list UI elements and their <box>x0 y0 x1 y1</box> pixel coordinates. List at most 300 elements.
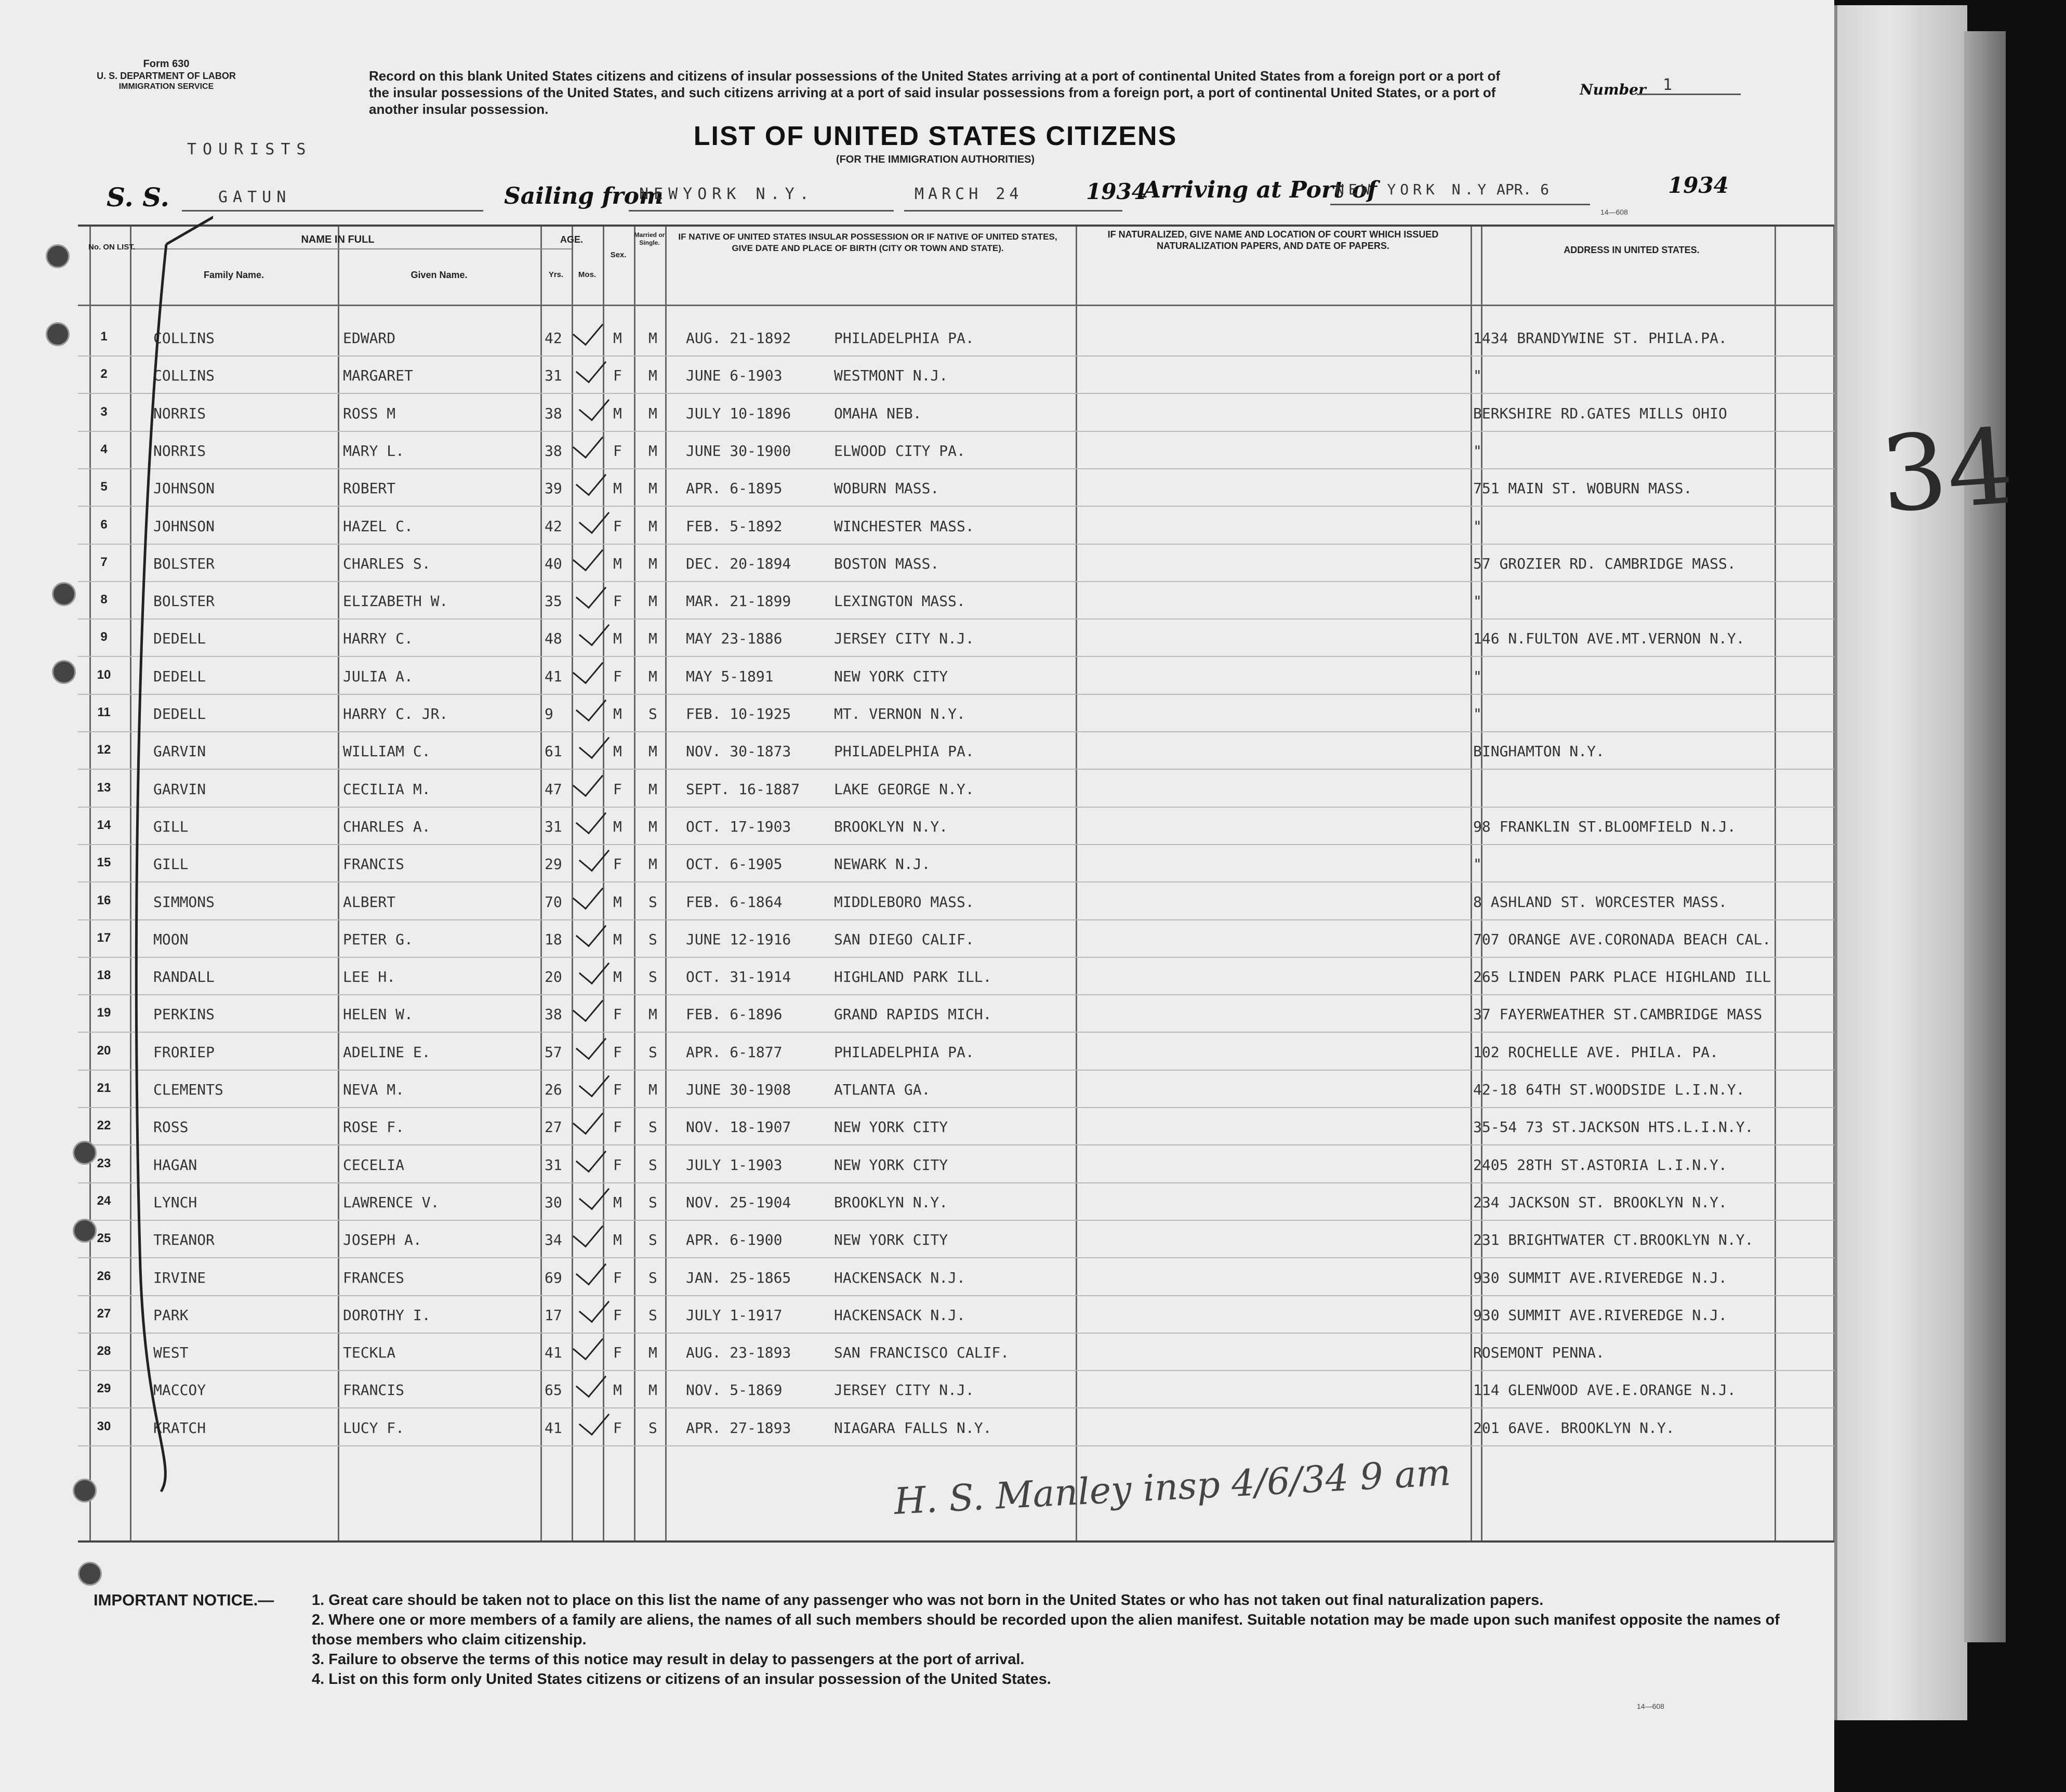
cell-birth-date: JUNE 30-1908 <box>686 1081 791 1098</box>
table-row <box>78 355 1834 394</box>
cell-no: 22 <box>97 1118 111 1133</box>
cell-sex: M <box>613 404 622 422</box>
cell-given: HARRY C. JR. <box>343 705 448 722</box>
cell-no: 2 <box>100 367 108 381</box>
col-family-name: Family Name. <box>203 270 264 280</box>
cell-birth-date: DEC. 20-1894 <box>686 555 791 572</box>
punch-hole <box>46 322 70 346</box>
notice-heading: IMPORTANT NOTICE.— <box>94 1591 274 1609</box>
cell-birth-place: HACKENSACK N.J. <box>834 1306 965 1324</box>
cell-no: 4 <box>100 442 108 456</box>
cell-family: BOLSTER <box>153 555 215 572</box>
cell-given: FRANCIS <box>343 1381 405 1399</box>
check-mark-icon <box>573 426 603 458</box>
cell-sex: F <box>613 1156 622 1174</box>
check-mark-icon <box>573 539 603 571</box>
cell-birth-place: BROOKLYN N.Y. <box>834 818 948 835</box>
cell-family: COLLINS <box>153 367 215 385</box>
cell-birth-date: JUNE 12-1916 <box>686 930 791 948</box>
cell-ms: S <box>648 968 657 986</box>
cell-sex: F <box>613 1118 622 1136</box>
cell-address: 42-18 64TH ST.WOODSIDE L.I.N.Y. <box>1473 1081 1745 1098</box>
cell-no: 8 <box>100 592 108 607</box>
cell-ms: M <box>648 480 657 497</box>
cell-given: MARGARET <box>343 367 413 385</box>
cell-ms: M <box>648 442 657 459</box>
table-row <box>78 318 1834 357</box>
cell-family: WEST <box>153 1344 189 1362</box>
important-notice <box>94 1590 1808 1688</box>
cell-sex: M <box>613 893 622 911</box>
cell-no: 5 <box>100 480 108 494</box>
cell-ms: M <box>648 555 657 572</box>
cell-given: ROBERT <box>343 480 396 497</box>
page-subtitle: (FOR THE IMMIGRATION AUTHORITIES) <box>836 154 1035 165</box>
cell-address: 146 N.FULTON AVE.MT.VERNON N.Y. <box>1473 630 1745 648</box>
cell-ms: S <box>648 1043 657 1061</box>
cell-birth-date: FEB. 5-1892 <box>686 517 783 535</box>
table-row <box>78 468 1834 507</box>
cell-address: 707 ORANGE AVE.CORONADA BEACH CAL. <box>1473 930 1771 948</box>
cell-given: NEVA M. <box>343 1081 405 1098</box>
cell-family: PARK <box>153 1306 189 1324</box>
cell-family: MOON <box>153 930 189 948</box>
cell-age: 70 <box>545 893 562 911</box>
cell-family: PERKINS <box>153 1006 215 1023</box>
cell-ms: S <box>648 930 657 948</box>
print-code: 14—608 <box>1600 208 1628 216</box>
cell-birth-place: NEWARK N.J. <box>834 855 931 873</box>
cell-age: 17 <box>545 1306 562 1324</box>
cell-birth-place: PHILADELPHIA PA. <box>834 1043 974 1061</box>
col-name-in-full: NAME IN FULL <box>301 234 375 245</box>
cell-age: 38 <box>545 1006 562 1023</box>
cell-family: DEDELL <box>153 705 206 722</box>
cell-no: 23 <box>97 1156 111 1170</box>
check-mark-icon <box>579 389 610 421</box>
sailing-underline <box>629 210 894 212</box>
cell-no: 15 <box>97 855 111 870</box>
cell-no: 30 <box>97 1419 111 1433</box>
cell-age: 27 <box>545 1118 562 1136</box>
cell-no: 18 <box>97 968 111 983</box>
cell-sex: F <box>613 517 622 535</box>
table-row <box>78 1070 1834 1108</box>
cell-family: HAGAN <box>153 1156 197 1174</box>
cell-address: 57 GROZIER RD. CAMBRIDGE MASS. <box>1473 555 1736 572</box>
cell-sex: M <box>613 968 622 986</box>
cell-sex: F <box>613 1006 622 1023</box>
cell-ms: M <box>648 855 657 873</box>
cell-sex: M <box>613 1381 622 1399</box>
cell-birth-date: JULY 10-1896 <box>686 404 791 422</box>
cell-birth-date: OCT. 6-1905 <box>686 855 783 873</box>
cell-ms: M <box>648 367 657 385</box>
cell-given: ALBERT <box>343 893 396 911</box>
cell-no: 17 <box>97 930 111 945</box>
cell-age: 48 <box>545 630 562 648</box>
cell-no: 19 <box>97 1006 111 1020</box>
cell-age: 42 <box>545 517 562 535</box>
cell-birth-date: APR. 27-1893 <box>686 1419 791 1437</box>
cell-ms: M <box>648 1344 657 1362</box>
cell-address: " <box>1473 367 1482 385</box>
cell-sex: F <box>613 1306 622 1324</box>
cell-sex: F <box>613 780 622 798</box>
cell-given: TECKLA <box>343 1344 396 1362</box>
table-row <box>78 1258 1834 1296</box>
cell-ms: M <box>648 330 657 347</box>
cell-no: 27 <box>97 1306 111 1321</box>
cell-given: PETER G. <box>343 930 413 948</box>
cell-family: GILL <box>153 855 189 873</box>
cell-no: 25 <box>97 1231 111 1246</box>
table-row <box>78 994 1834 1033</box>
cell-age: 38 <box>545 442 562 459</box>
cell-family: MACCOY <box>153 1381 206 1399</box>
cell-family: IRVINE <box>153 1269 206 1286</box>
cell-ms: M <box>648 630 657 648</box>
cell-given: DOROTHY I. <box>343 1306 431 1324</box>
cell-given: LAWRENCE V. <box>343 1193 440 1211</box>
cell-address: 751 MAIN ST. WOBURN MASS. <box>1473 480 1692 497</box>
cell-birth-date: APR. 6-1895 <box>686 480 783 497</box>
cell-age: 20 <box>545 968 562 986</box>
cell-no: 11 <box>97 705 111 719</box>
table-row <box>78 618 1834 657</box>
cell-age: 38 <box>545 404 562 422</box>
cell-sex: F <box>613 855 622 873</box>
check-mark-icon <box>576 1253 606 1285</box>
check-mark-icon <box>579 1065 610 1098</box>
cell-family: JOHNSON <box>153 480 215 497</box>
cell-ms: S <box>648 1269 657 1286</box>
punch-hole <box>73 1479 97 1503</box>
table-row <box>78 506 1834 545</box>
cell-family: RANDALL <box>153 968 215 986</box>
cell-address: 930 SUMMIT AVE.RIVEREDGE N.J. <box>1473 1269 1727 1286</box>
cell-birth-place: NEW YORK CITY <box>834 1156 948 1174</box>
cell-ms: S <box>648 1306 657 1324</box>
check-mark-icon <box>573 990 603 1022</box>
cell-ms: S <box>648 893 657 911</box>
cell-address: 102 ROCHELLE AVE. PHILA. PA. <box>1473 1043 1719 1061</box>
cell-birth-place: NEW YORK CITY <box>834 667 948 685</box>
cell-given: FRANCES <box>343 1269 405 1286</box>
cell-sex: M <box>613 705 622 722</box>
cell-sex: M <box>613 1231 622 1249</box>
col-naturalized: IF NATURALIZED, GIVE NAME AND LOCATION OF COURT WHICH ISSUED NATURALIZATION PAPERS, AND DATE OF PAPERS. <box>1107 229 1439 251</box>
cell-ms: S <box>648 1231 657 1249</box>
cell-address: BINGHAMTON N.Y. <box>1473 743 1605 760</box>
cell-family: SIMMONS <box>153 893 215 911</box>
sailing-from-label: Sailing from <box>504 183 664 209</box>
cell-age: 29 <box>545 855 562 873</box>
table-row <box>78 882 1834 920</box>
cell-given: FRANCIS <box>343 855 405 873</box>
cell-sex: M <box>613 743 622 760</box>
table-row <box>78 844 1834 882</box>
cell-age: 42 <box>545 330 562 347</box>
cell-birth-date: AUG. 21-1892 <box>686 330 791 347</box>
table-row <box>78 957 1834 995</box>
check-mark-icon <box>579 1403 610 1435</box>
cell-age: 40 <box>545 555 562 572</box>
col-sex: Sex. <box>610 251 627 259</box>
cell-sex: F <box>613 1419 622 1437</box>
col-given-name: Given Name. <box>410 270 468 280</box>
cell-given: WILLIAM C. <box>343 743 431 760</box>
cell-sex: F <box>613 367 622 385</box>
cell-birth-place: PHILADELPHIA PA. <box>834 743 974 760</box>
check-mark-icon <box>579 953 610 985</box>
check-mark-icon <box>576 577 606 609</box>
cell-family: BOLSTER <box>153 592 215 610</box>
cell-no: 24 <box>97 1193 111 1208</box>
cell-birth-date: JULY 1-1917 <box>686 1306 783 1324</box>
cell-address: BERKSHIRE RD.GATES MILLS OHIO <box>1473 404 1727 422</box>
cell-address: 201 6AVE. BROOKLYN N.Y. <box>1473 1419 1675 1437</box>
cell-age: 31 <box>545 367 562 385</box>
check-mark-icon <box>579 614 610 647</box>
cell-address: 35-54 73 ST.JACKSON HTS.L.I.N.Y. <box>1473 1118 1754 1136</box>
table-row <box>78 581 1834 620</box>
cell-family: KRATCH <box>153 1419 206 1437</box>
cell-no: 9 <box>100 630 108 644</box>
ss-label: S. S. <box>107 182 169 213</box>
col-married: Married or Single. <box>634 231 665 246</box>
punch-hole <box>73 1141 97 1165</box>
check-mark-icon <box>579 727 610 759</box>
cell-sex: F <box>613 1269 622 1286</box>
check-mark-icon <box>573 1216 603 1248</box>
cell-family: NORRIS <box>153 404 206 422</box>
cell-birth-place: BOSTON MASS. <box>834 555 939 572</box>
cell-no: 3 <box>100 404 108 419</box>
table-row <box>78 1333 1834 1371</box>
check-mark-icon <box>576 351 606 384</box>
cell-family: JOHNSON <box>153 517 215 535</box>
check-mark-icon <box>576 802 606 834</box>
table-row <box>78 694 1834 732</box>
cell-address: 2405 28TH ST.ASTORIA L.I.N.Y. <box>1473 1156 1727 1174</box>
cell-birth-place: BROOKLYN N.Y. <box>834 1193 948 1211</box>
cell-age: 26 <box>545 1081 562 1098</box>
cell-address: 1434 BRANDYWINE ST. PHILA.PA. <box>1473 330 1727 347</box>
cell-sex: F <box>613 667 622 685</box>
page-stack-shadow <box>1964 31 2006 1642</box>
cell-no: 16 <box>97 893 111 907</box>
check-mark-icon <box>576 1027 606 1060</box>
cell-birth-date: FEB. 10-1925 <box>686 705 791 722</box>
cell-address: " <box>1473 705 1482 722</box>
cell-ms: M <box>648 743 657 760</box>
cell-address: 114 GLENWOOD AVE.E.ORANGE N.J. <box>1473 1381 1736 1399</box>
print-code-footer: 14—608 <box>1637 1702 1664 1710</box>
cell-family: GARVIN <box>153 743 206 760</box>
cell-ms: M <box>648 780 657 798</box>
cell-family: NORRIS <box>153 442 206 459</box>
cell-birth-place: SAN FRANCISCO CALIF. <box>834 1344 1010 1362</box>
punch-hole <box>52 582 76 606</box>
table-row <box>78 1295 1834 1334</box>
cell-birth-date: APR. 6-1900 <box>686 1231 783 1249</box>
cell-age: 18 <box>545 930 562 948</box>
cell-given: JULIA A. <box>343 667 413 685</box>
cell-age: 69 <box>545 1269 562 1286</box>
intro-text: Record on this blank United States citizens and citizens of insular possessions of the United States arriving at a port of continental United States from a foreign port or a port of the insular possessions of the United States, and such citizens arriving at a port of said insular possessions from a foreign port, a port of continental United States, or a port of another insular possession. <box>369 68 1501 117</box>
table-row <box>78 1370 1834 1408</box>
cell-ms: M <box>648 1381 657 1399</box>
cell-no: 29 <box>97 1381 111 1396</box>
cell-birth-date: NOV. 18-1907 <box>686 1118 791 1136</box>
col-yrs: Yrs. <box>548 270 564 279</box>
cell-age: 34 <box>545 1231 562 1249</box>
cell-family: FRORIEP <box>153 1043 215 1061</box>
number-label: Number <box>1580 81 1646 98</box>
cell-no: 6 <box>100 517 108 532</box>
cell-age: 30 <box>545 1193 562 1211</box>
notice-item: 1. Great care should be taken not to place on this list the name of any passenger who was not born in the United States or who has not taken out final naturalization papers. <box>312 1592 1544 1609</box>
cell-birth-date: SEPT. 16-1887 <box>686 780 800 798</box>
cell-sex: M <box>613 1193 622 1211</box>
cell-age: 57 <box>545 1043 562 1061</box>
cell-no: 10 <box>97 667 111 682</box>
cell-age: 65 <box>545 1381 562 1399</box>
cell-address: 231 BRIGHTWATER CT.BROOKLYN N.Y. <box>1473 1231 1754 1249</box>
arriving-label: Arriving at Port of <box>1143 177 1378 203</box>
col-no: No. ON LIST. <box>88 243 135 252</box>
cell-sex: F <box>613 442 622 459</box>
col-address: ADDRESS IN UNITED STATES. <box>1564 245 1700 255</box>
cell-address: 37 FAYERWEATHER ST.CAMBRIDGE MASS <box>1473 1006 1763 1023</box>
cell-birth-place: NEW YORK CITY <box>834 1118 948 1136</box>
cell-given: ELIZABETH W. <box>343 592 448 610</box>
cell-given: ROSE F. <box>343 1118 405 1136</box>
cell-age: 47 <box>545 780 562 798</box>
margin-number: 34 <box>1877 406 2018 536</box>
check-mark-icon <box>573 1328 603 1361</box>
table-row <box>78 731 1834 770</box>
cell-address: 8 ASHLAND ST. WORCESTER MASS. <box>1473 893 1727 911</box>
cell-given: EDWARD <box>343 330 396 347</box>
cell-family: DEDELL <box>153 667 206 685</box>
cell-family: ROSS <box>153 1118 189 1136</box>
department-name: U. S. DEPARTMENT OF LABOR <box>97 71 236 81</box>
cell-ms: M <box>648 592 657 610</box>
arriving-port: NEW YORK N.Y <box>1335 181 1491 198</box>
cell-no: 20 <box>97 1043 111 1058</box>
cell-given: ROSS M <box>343 404 396 422</box>
cell-given: LUCY F. <box>343 1419 405 1437</box>
table-row <box>78 769 1834 808</box>
cell-address: " <box>1473 855 1482 873</box>
cell-sex: F <box>613 1081 622 1098</box>
table-row <box>78 1107 1834 1145</box>
cell-family: CLEMENTS <box>153 1081 223 1098</box>
cell-birth-date: NOV. 30-1873 <box>686 743 791 760</box>
table-row <box>78 919 1834 958</box>
table-row <box>78 431 1834 469</box>
notice-item: 3. Failure to observe the terms of this notice may result in delay to passengers at the port of arrival. <box>312 1651 1025 1668</box>
cell-sex: M <box>613 480 622 497</box>
punch-hole <box>52 660 76 684</box>
cell-ms: S <box>648 1156 657 1174</box>
cell-given: ADELINE E. <box>343 1043 431 1061</box>
cell-family: TREANOR <box>153 1231 215 1249</box>
cell-address: 234 JACKSON ST. BROOKLYN N.Y. <box>1473 1193 1727 1211</box>
cell-address: 265 LINDEN PARK PLACE HIGHLAND ILL <box>1473 968 1771 986</box>
check-mark-icon <box>576 464 606 496</box>
cell-birth-place: NIAGARA FALLS N.Y. <box>834 1419 992 1437</box>
form-number: Form 630 <box>143 58 190 70</box>
check-mark-icon <box>576 915 606 947</box>
cell-birth-date: MAY 5-1891 <box>686 667 774 685</box>
cell-given: HARRY C. <box>343 630 413 648</box>
cell-ms: M <box>648 1006 657 1023</box>
cell-address: " <box>1473 517 1482 535</box>
cell-family: GARVIN <box>153 780 206 798</box>
cell-birth-place: SAN DIEGO CALIF. <box>834 930 974 948</box>
cell-birth-place: JERSEY CITY N.J. <box>834 1381 974 1399</box>
notice-item: 2. Where one or more members of a family are aliens, the names of all such members should be recorded upon the alien manifest. Suitable notation may be made upon such manifest opposite the names of those members who claim citizenship. <box>312 1612 1780 1648</box>
cell-birth-place: GRAND RAPIDS MICH. <box>834 1006 992 1023</box>
cell-age: 39 <box>545 480 562 497</box>
cell-no: 26 <box>97 1269 111 1283</box>
cell-birth-date: JUNE 30-1900 <box>686 442 791 459</box>
table-row <box>78 807 1834 845</box>
cell-given: CHARLES A. <box>343 818 431 835</box>
notice-item: 4. List on this form only United States citizens or citizens of an insular possession of the United States. <box>312 1671 1051 1688</box>
check-mark-icon <box>573 314 603 346</box>
cell-birth-place: WINCHESTER MASS. <box>834 517 974 535</box>
table-row <box>78 656 1834 695</box>
cell-birth-place: PHILADELPHIA PA. <box>834 330 974 347</box>
class-note: TOURISTS <box>187 140 312 159</box>
cell-birth-place: LAKE GEORGE N.Y. <box>834 780 974 798</box>
check-mark-icon <box>579 840 610 872</box>
cell-ms: S <box>648 1118 657 1136</box>
cell-birth-date: JAN. 25-1865 <box>686 1269 791 1286</box>
cell-given: CECELIA <box>343 1156 405 1174</box>
cell-birth-date: MAR. 21-1899 <box>686 592 791 610</box>
punch-hole <box>73 1219 97 1243</box>
cell-birth-date: NOV. 25-1904 <box>686 1193 791 1211</box>
cell-birth-date: OCT. 17-1903 <box>686 818 791 835</box>
cell-sex: F <box>613 592 622 610</box>
check-mark-icon <box>573 877 603 910</box>
cell-family: GILL <box>153 818 189 835</box>
sailing-from: NEWYORK N.Y. <box>639 185 814 203</box>
cell-age: 61 <box>545 743 562 760</box>
arriving-underline <box>1330 204 1590 205</box>
service-name: IMMIGRATION SERVICE <box>118 82 214 91</box>
cell-given: HELEN W. <box>343 1006 413 1023</box>
cell-ms: S <box>648 1193 657 1211</box>
cell-given: LEE H. <box>343 968 396 986</box>
cell-ms: M <box>648 667 657 685</box>
cell-address: ROSEMONT PENNA. <box>1473 1344 1605 1362</box>
page-title: LIST OF UNITED STATES CITIZENS <box>693 121 1177 151</box>
number-underline <box>1637 94 1741 95</box>
cell-birth-place: NEW YORK CITY <box>834 1231 948 1249</box>
cell-birth-place: MIDDLEBORO MASS. <box>834 893 974 911</box>
col-mos: Mos. <box>578 270 597 279</box>
cell-no: 7 <box>100 555 108 569</box>
cell-address: 98 FRANKLIN ST.BLOOMFIELD N.J. <box>1473 818 1736 835</box>
table-row <box>78 1220 1834 1258</box>
cell-given: JOSEPH A. <box>343 1231 422 1249</box>
